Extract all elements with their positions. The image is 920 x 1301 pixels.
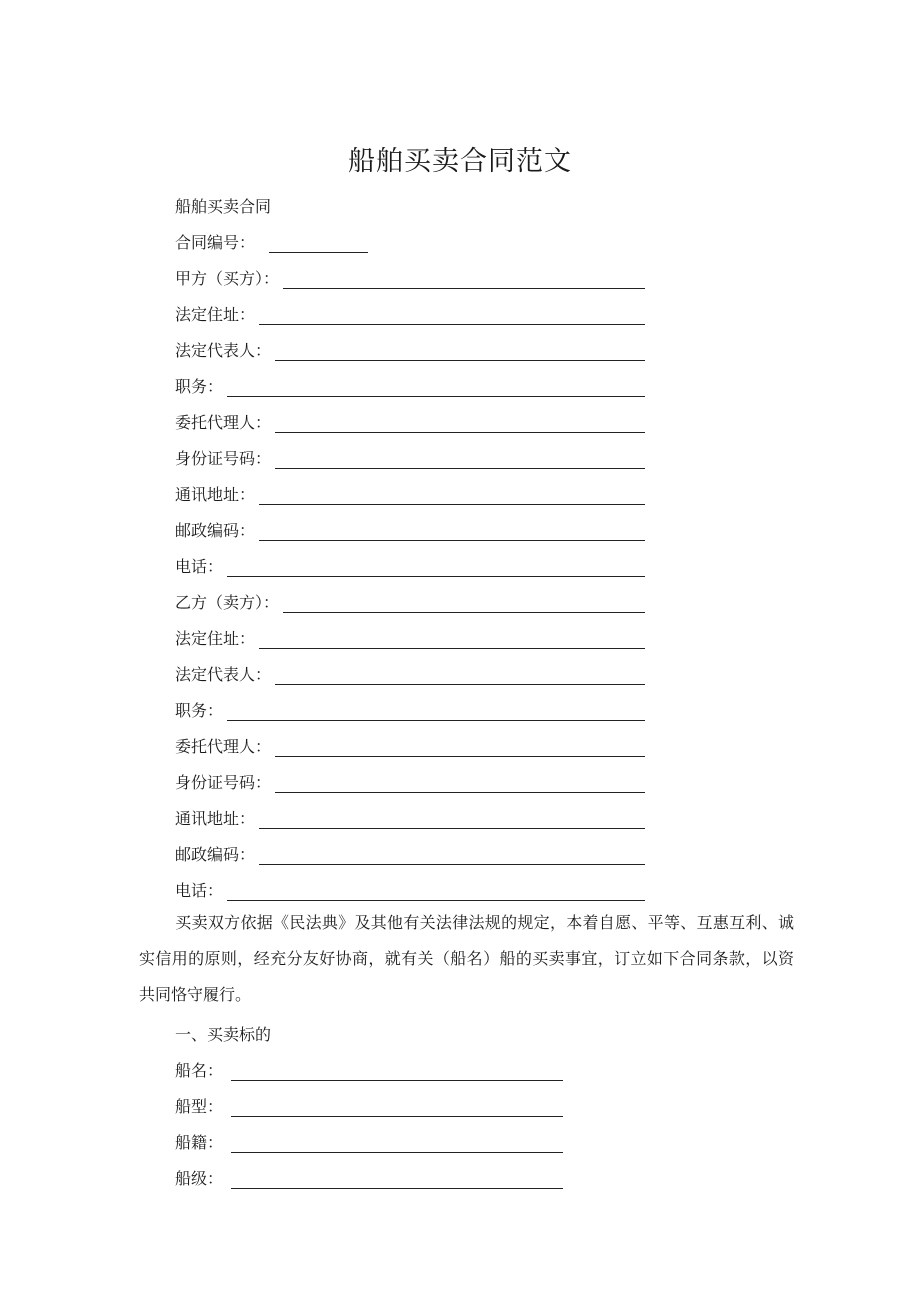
party-a-field-blank[interactable] xyxy=(275,346,645,361)
party-a-field-line xyxy=(175,553,645,577)
party-b-field-line xyxy=(175,697,645,721)
section-1-field-line xyxy=(175,1093,563,1117)
contract-subtitle xyxy=(175,193,271,217)
section-1-field-blank[interactable] xyxy=(231,1174,563,1189)
party-a-blank[interactable] xyxy=(283,274,645,289)
party-a-field-blank[interactable] xyxy=(259,526,645,541)
party-b-field-line xyxy=(175,841,645,865)
party-a-field-blank[interactable] xyxy=(259,490,645,505)
party-b-field-label: 邮政编码： xyxy=(175,845,256,864)
party-a-field-blank[interactable] xyxy=(227,562,645,577)
contract-no-label: 合同编号： xyxy=(175,233,256,252)
party-b-field-blank[interactable] xyxy=(275,778,645,793)
party-a-field-line xyxy=(175,373,645,397)
party-b-field-blank[interactable] xyxy=(259,814,645,829)
party-b-field-label: 通讯地址： xyxy=(175,809,256,828)
party-b-field-blank[interactable] xyxy=(275,742,645,757)
party-b-field-blank[interactable] xyxy=(227,886,645,901)
preamble-paragraph xyxy=(139,905,794,1013)
party-a-field-blank[interactable] xyxy=(259,310,645,325)
section-1-field-line xyxy=(175,1165,563,1189)
section-1-field-label: 船籍： xyxy=(175,1133,224,1152)
party-a-field-line xyxy=(175,301,645,325)
preamble-text: 买卖双方依据《民法典》及其他有关法律法规的规定，本着自愿、平等、互惠互利、诚实信用的原则，经充分友好协商，就有关（船名）船的买卖事宜，订立如下合同条款，以资共同恪守履行。 xyxy=(139,913,794,1004)
document-title: 船舶买卖合同范文 xyxy=(348,146,572,177)
party-b-field-line xyxy=(175,805,645,829)
party-a-field-line xyxy=(175,481,645,505)
party-b-field-label: 法定住址： xyxy=(175,629,256,648)
contract-no-blank[interactable] xyxy=(269,238,368,253)
contract-no-line xyxy=(175,229,368,253)
section-1-field-blank[interactable] xyxy=(231,1066,563,1081)
party-a-field-label: 法定代表人： xyxy=(175,341,272,360)
party-b-field-line xyxy=(175,625,645,649)
party-b-heading-line xyxy=(175,589,645,613)
section-1-field-blank[interactable] xyxy=(231,1102,563,1117)
party-a-field-blank[interactable] xyxy=(275,454,645,469)
party-b-heading: 乙方（卖方）： xyxy=(175,593,280,612)
party-a-field-label: 委托代理人： xyxy=(175,413,272,432)
section-1-field-label: 船型： xyxy=(175,1097,224,1116)
party-a-field-line xyxy=(175,337,645,361)
party-b-field-line xyxy=(175,769,645,793)
section-1-field-line xyxy=(175,1129,563,1153)
party-a-field-label: 邮政编码： xyxy=(175,521,256,540)
party-b-blank[interactable] xyxy=(283,598,645,613)
party-b-field-blank[interactable] xyxy=(259,634,645,649)
section-1-field-label: 船级： xyxy=(175,1169,224,1188)
party-a-field-label: 身份证号码： xyxy=(175,449,272,468)
party-b-field-blank[interactable] xyxy=(227,706,645,721)
party-b-field-line xyxy=(175,733,645,757)
party-a-field-label: 电话： xyxy=(175,557,224,576)
party-b-field-label: 身份证号码： xyxy=(175,773,272,792)
party-a-field-label: 职务： xyxy=(175,377,224,396)
party-b-field-line xyxy=(175,877,645,901)
section-1-field-blank[interactable] xyxy=(231,1138,563,1153)
party-a-heading: 甲方（买方）： xyxy=(175,269,280,288)
party-b-field-label: 职务： xyxy=(175,701,224,720)
party-b-field-blank[interactable] xyxy=(275,670,645,685)
party-a-field-line xyxy=(175,517,645,541)
party-a-field-blank[interactable] xyxy=(275,418,645,433)
section-1-heading: 一、买卖标的 xyxy=(175,1025,272,1044)
party-a-field-label: 法定住址： xyxy=(175,305,256,324)
party-b-field-label: 法定代表人： xyxy=(175,665,272,684)
party-b-field-line xyxy=(175,661,645,685)
party-a-field-label: 通讯地址： xyxy=(175,485,256,504)
party-b-field-blank[interactable] xyxy=(259,850,645,865)
party-a-field-line xyxy=(175,409,645,433)
section-1-field-line xyxy=(175,1057,563,1081)
party-b-field-label: 委托代理人： xyxy=(175,737,272,756)
subtitle-text: 船舶买卖合同 xyxy=(175,197,272,216)
party-a-field-line xyxy=(175,445,645,469)
party-a-heading-line xyxy=(175,265,645,289)
party-b-field-label: 电话： xyxy=(175,881,224,900)
section-1-field-label: 船名： xyxy=(175,1061,224,1080)
party-a-field-blank[interactable] xyxy=(227,382,645,397)
